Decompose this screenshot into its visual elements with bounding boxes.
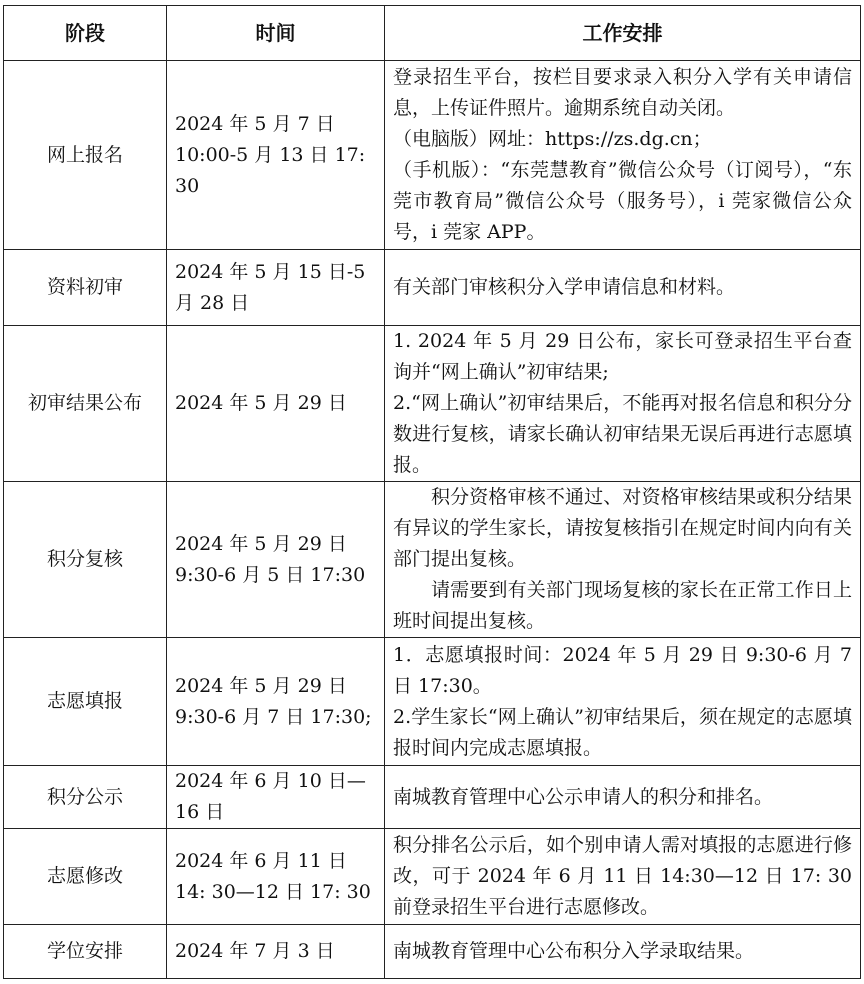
stage-cell: 志愿修改 <box>4 829 167 925</box>
table-row <box>4 61 861 250</box>
time-cell: 2024 年 6 月 11 日 14: 30—12 日 17: 30 <box>167 829 385 925</box>
time-cell: 2024 年 5 月 15 日-5 月 28 日 <box>167 250 385 326</box>
work-cell <box>385 638 861 766</box>
work-cell <box>385 250 861 326</box>
work-cell <box>385 326 861 482</box>
table-row <box>4 326 861 482</box>
stage-cell: 志愿填报 <box>4 638 167 766</box>
header-time: 时间 <box>167 6 385 61</box>
work-line: 有关部门审核积分入学申请信息和材料。 <box>393 276 736 298</box>
work-line: 积分资格审核不通过、对资格审核结果或积分结果有异议的学生家长，请按复核指引在规定时间内向有关部门提出复核。 <box>393 486 852 570</box>
work-line: 1．志愿填报时间：2024 年 5 月 29 日 9:30-6 月 7 日 17:30。 <box>393 643 852 697</box>
time-cell: 2024 年 7 月 3 日 <box>167 925 385 979</box>
work-line: 南城教育管理中心公示申请人的积分和排名。 <box>393 785 774 808</box>
time-cell: 2024 年 5 月 29 日 9:30-6 月 5 日 17:30 <box>167 482 385 638</box>
header-stage: 阶段 <box>4 6 167 61</box>
table-row <box>4 829 861 925</box>
table-row <box>4 925 861 979</box>
work-cell <box>385 925 861 979</box>
stage-cell: 积分复核 <box>4 482 167 638</box>
table-row <box>4 766 861 829</box>
work-cell <box>385 829 861 925</box>
stage-cell: 学位安排 <box>4 925 167 979</box>
work-line: 1. 2024 年 5 月 29 日公布，家长可登录招生平台查询并“网上确认”初审结果; <box>393 330 852 383</box>
time-cell: 2024 年 5 月 29 日 9:30-6 月 7 日 17:30; <box>167 638 385 766</box>
work-line: 2.“网上确认”初审结果后，不能再对报名信息和积分分数进行复核，请家长确认初审结果无误后再进行志愿填报。 <box>393 392 852 476</box>
work-line: 南城教育管理中心公布积分入学录取结果。 <box>393 940 755 962</box>
work-cell <box>385 766 861 829</box>
work-line: （手机版）：“东莞慧教育”微信公众号（订阅号），“东莞市教育局”微信公众号（服务号），i 莞家微信公众号，i 莞家 APP。 <box>393 159 852 243</box>
stage-cell: 资料初审 <box>4 250 167 326</box>
table-row <box>4 482 861 638</box>
stage-cell: 积分公示 <box>4 766 167 829</box>
stage-cell: 网上报名 <box>4 61 167 250</box>
schedule-table <box>3 5 861 979</box>
work-line: 积分排名公示后，如个别申请人需对填报的志愿进行修改，可于 2024 年 6 月 11 日 14:30—12 日 17: 30 前登录招生平台进行志愿修改。 <box>393 834 852 918</box>
time-cell: 2024 年 6 月 10 日—16 日 <box>167 766 385 829</box>
work-cell <box>385 61 861 250</box>
table-header-row <box>4 6 861 61</box>
work-line: 登录招生平台，按栏目要求录入积分入学有关申请信息，上传证件照片。逾期系统自动关闭。 <box>393 66 852 119</box>
work-cell <box>385 482 861 638</box>
stage-cell: 初审结果公布 <box>4 326 167 482</box>
work-line: 请需要到有关部门现场复核的家长在正常工作日上班时间提出复核。 <box>393 579 852 632</box>
table-row <box>4 250 861 326</box>
work-line: 2.学生家长“网上确认”初审结果后，须在规定的志愿填报时间内完成志愿填报。 <box>393 705 852 759</box>
time-cell: 2024 年 5 月 29 日 <box>167 326 385 482</box>
header-work: 工作安排 <box>385 6 861 61</box>
time-cell: 2024 年 5 月 7 日 10:00-5 月 13 日 17: 30 <box>167 61 385 250</box>
table-row <box>4 638 861 766</box>
work-line: （电脑版）网址：https://zs.dg.cn； <box>393 128 712 150</box>
